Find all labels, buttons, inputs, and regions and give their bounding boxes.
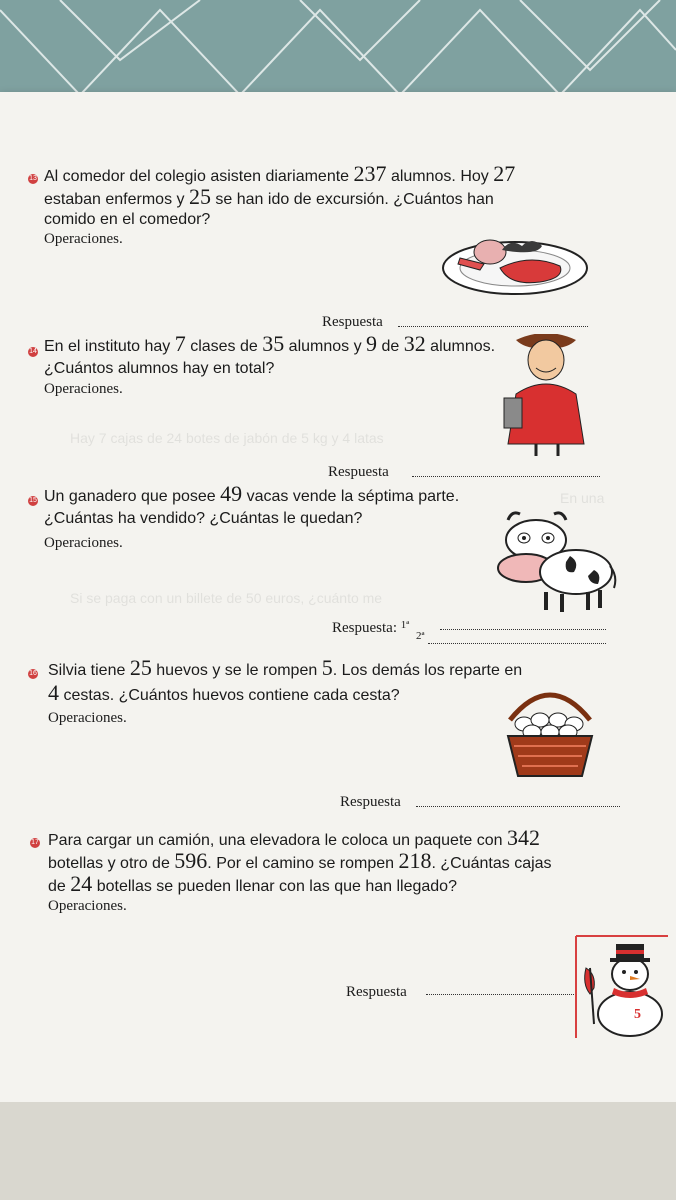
answer-label: Respuesta [328,464,389,480]
operations-label: Operaciones. [48,710,127,726]
answer-line-second[interactable] [428,643,606,644]
answer-label: Respuesta [346,984,407,1000]
problem-17-text: Para cargar un camión, una elevadora le coloca un paquete con 342 botellas y otro de 596. Por el camino se rompen 218. ¿Cuántas cajas de 24 botellas se pueden llenar con las que han llegado? [48,825,552,896]
problem-number-badge: 16 [29,670,37,677]
answer-line[interactable] [398,326,588,327]
answer-label: Respuesta [340,794,401,810]
problem-number-badge: 15 [29,497,37,504]
answer-second-label: 2ª [416,630,425,642]
student-illustration [496,334,596,456]
snowman-page-badge [574,934,670,1038]
table-surface [0,1102,676,1200]
problem-14-text: En el instituto hay 7 clases de 35 alumnos y 9 de 32 alumnos. ¿Cuántos alumnos hay en total? [44,331,496,377]
food-plate-illustration [440,228,590,298]
problem-number-badge: 17 [31,839,39,846]
operations-label: Operaciones. [44,535,123,551]
answer-line[interactable] [416,806,620,807]
egg-basket-illustration [500,680,600,780]
answer-label: Respuesta [322,314,383,330]
cow-illustration [484,510,618,614]
answer-label: Respuesta: $^{1ª}$ [332,619,410,636]
page-number: 5 [634,1007,641,1022]
problem-number-badge: 14 [29,348,37,355]
answer-line[interactable] [412,476,600,477]
problem-15-text: Un ganadero que posee 49 vacas vende la séptima parte. ¿Cuántas ha vendido? ¿Cuántas le quedan? [44,481,460,527]
answer-line-first[interactable] [440,629,606,630]
problem-16-text: Silvia tiene 25 huevos y se le rompen 5. Los demás los reparte en 4 cestas. ¿Cuántos huevos contiene cada cesta? [48,655,523,705]
answer-line[interactable] [426,994,576,995]
problem-13-text: Al comedor del colegio asisten diariamente 237 alumnos. Hoy 27 estaban enfermos y 25 se han ido de excursión. ¿Cuántos han comido en el comedor? [44,161,516,228]
problem-number-badge: 13 [29,175,37,182]
operations-label: Operaciones. [44,381,123,397]
operations-label: Operaciones. [44,231,123,247]
operations-label: Operaciones. [48,898,127,914]
